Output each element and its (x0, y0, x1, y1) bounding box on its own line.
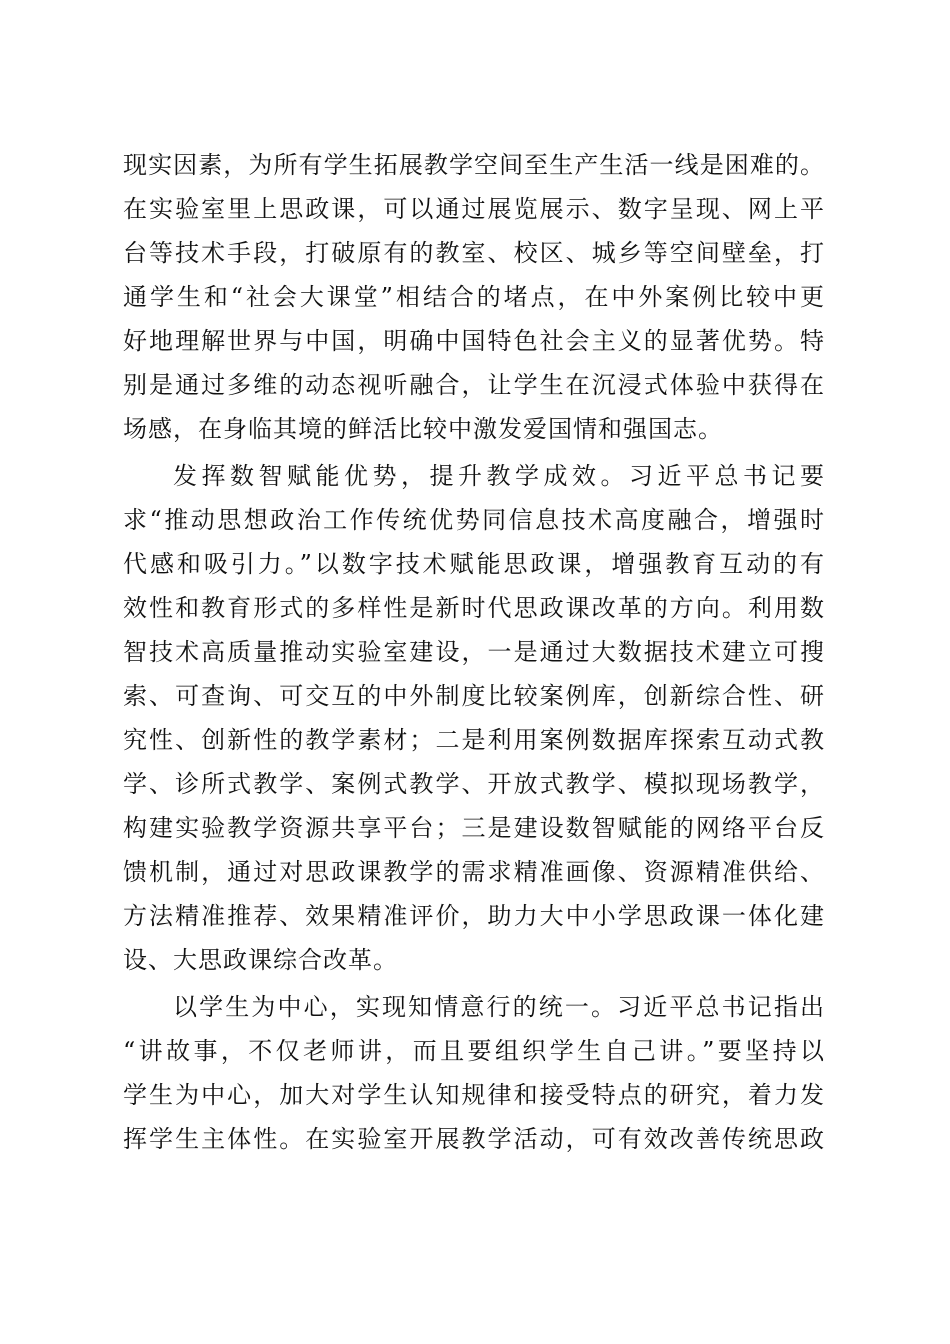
text-line: 以学生为中心，实现知情意行的统一。习近平总书记指出 (173, 993, 825, 1021)
text-line: 效性和教育形式的多样性是新时代思政课改革的方向。利用数 (123, 594, 825, 622)
paragraph-3 (123, 985, 825, 1161)
text-line: 现实因素，为所有学生拓展教学空间至生产生活一线是困难的。 (123, 151, 825, 179)
paragraph-1 (123, 143, 825, 451)
text-line: 挥学生主体性。在实验室开展教学活动，可有效改善传统思政 (123, 1125, 825, 1153)
text-line: 索、可查询、可交互的中外制度比较案例库，创新综合性、研 (123, 682, 825, 710)
paragraph-2 (123, 454, 825, 982)
document-page (123, 143, 825, 1164)
text-line: 智技术高质量推动实验室建设，一是通过大数据技术建立可搜 (123, 638, 825, 666)
text-line: 场感，在身临其境的鲜活比较中激发爱国情和强国志。 (123, 415, 723, 443)
text-line: 设、大思政课综合改革。 (123, 946, 398, 974)
text-line: 通学生和“社会大课堂”相结合的堵点，在中外案例比较中更 (123, 283, 825, 311)
text-line: 求“推动思想政治工作传统优势同信息技术高度融合，增强时 (123, 506, 825, 534)
text-line: 别是通过多维的动态视听融合，让学生在沉浸式体验中获得在 (123, 371, 825, 399)
text-line: 学生为中心，加大对学生认知规律和接受特点的研究，着力发 (123, 1081, 825, 1109)
text-line: 好地理解世界与中国，明确中国特色社会主义的显著优势。特 (123, 327, 825, 355)
text-line: 究性、创新性的教学素材；二是利用案例数据库探索互动式教 (123, 726, 825, 754)
text-line: 代感和吸引力。”以数字技术赋能思政课，增强教育互动的有 (123, 550, 825, 578)
text-line: 发挥数智赋能优势，提升教学成效。习近平总书记要 (173, 462, 825, 490)
text-line: 在实验室里上思政课，可以通过展览展示、数字呈现、网上平 (123, 195, 825, 223)
text-line: 方法精准推荐、效果精准评价，助力大中小学思政课一体化建 (123, 902, 825, 930)
text-line: 馈机制，通过对思政课教学的需求精准画像、资源精准供给、 (123, 858, 825, 886)
text-line: 构建实验教学资源共享平台；三是建设数智赋能的网络平台反 (123, 814, 825, 842)
text-line: 台等技术手段，打破原有的教室、校区、城乡等空间壁垒，打 (123, 239, 825, 267)
text-line: “讲故事，不仅老师讲，而且要组织学生自己讲。”要坚持以 (123, 1037, 825, 1065)
text-line: 学、诊所式教学、案例式教学、开放式教学、模拟现场教学， (123, 770, 825, 798)
